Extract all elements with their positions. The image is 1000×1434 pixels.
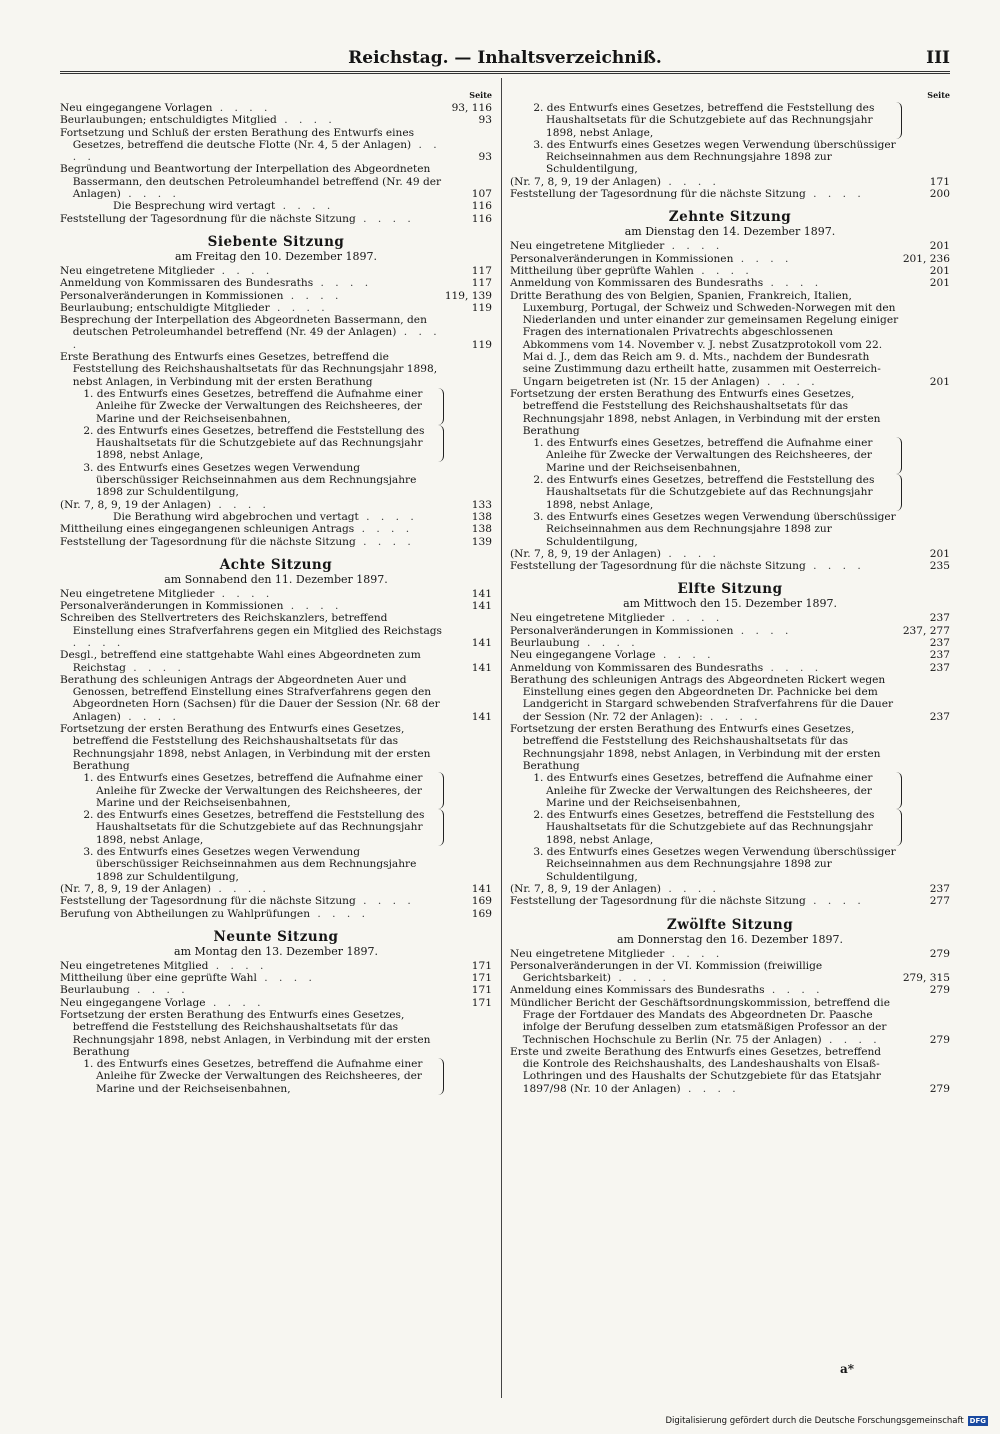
toc-entry [60,723,492,772]
session-title: Elfte Sitzung [677,581,783,598]
entry-text: Neu eingetretene Mitglieder [60,264,215,277]
entry-text: Fortsetzung der ersten Berathung des Entwurfs eines Gesetzes, betreffend die Feststellung des Reichshaushaltsetats für das Rechnungsjahr 1898, nebst Anlagen, in Verbindung mit der ersten Berathung [510,387,881,437]
dfg-footer [665,1416,988,1426]
page-ref: 201 [929,547,950,560]
toc-entry [60,314,492,351]
toc-entry [510,883,950,895]
entry-text: 3. des Entwurfs eines Gesetzes wegen Verwendung überschüssiger Reichseinnahmen aus dem Rechnungsjahre 1898 zur Schuldentilgung, [533,138,896,176]
sub-entry [60,772,492,809]
leader-dots: . . . . [275,200,335,213]
toc-entry [60,213,492,225]
page-ref: 138 [471,523,492,536]
entry-text: Fortsetzung der ersten Berathung des Entwurfs eines Gesetzes, betreffend die Feststellung des Reichshaushaltsetats für das Rechnungsjahr 1898, nebst Anlagen, in Verbindung mit der ersten Berathung [60,1009,431,1058]
entry-text: Personalveränderungen in der VI. Kommission (freiwillige Gerichtsbarkeit) [510,959,823,985]
toc-entry [510,388,950,437]
toc-entry [510,240,950,252]
dfg-logo: DFG [969,1417,986,1425]
leader-dots: . . . . [733,624,793,637]
session-heading [60,929,492,958]
leader-dots: . . . . [610,972,670,985]
sub-entry [510,809,950,846]
brace-mark [895,809,902,846]
leader-dots: . . . . [660,175,720,188]
toc-entry [60,127,492,164]
signature-mark: a* [840,1362,855,1376]
entry-text: 2. des Entwurfs eines Gesetzes, betreffend die Feststellung des Haushaltsetats für die Schutzgebiete auf das Rechnungsjahr 1898, nebst Anlage, [83,424,425,462]
session-title: Zehnte Sitzung [668,209,792,226]
entry-text: Besprechung der Interpellation des Abgeordneten Bassermann, den deutschen Petroleumhandel betreffend (Nr. 49 der Anlagen) [60,314,427,339]
running-title: Reichstag. — Inhaltsverzeichniß. [348,48,662,68]
page-ref: 93 [478,151,492,164]
entry-text: 2. des Entwurfs eines Gesetzes, betreffend die Feststellung des Haushaltsetats für die Schutzgebiete auf das Rechnungsjahr 1898, nebst Anlage, [533,474,875,511]
page-ref: 133 [471,498,492,511]
entry-text: 1. des Entwurfs eines Gesetzes, betreffend die Aufnahme einer Anleihe für Zwecke der Verwaltungen des Reichsheeres, der Marine und der Reichseisenbahnen, [83,1058,423,1095]
entry-text: Feststellung der Tagesordnung für die nächste Sitzung [510,188,806,201]
sub-entry [60,809,492,846]
leader-dots: . . . . [693,264,753,277]
toc-entry [510,188,950,200]
toc-entry [60,114,492,126]
session-date: am Sonnabend den 11. Dezember 1897. [164,572,388,586]
leader-dots: . . . . [660,882,720,895]
session-heading [60,234,492,263]
toc-entry [60,290,492,302]
leader-dots: . . . . [660,547,720,560]
toc-entry [510,560,950,572]
page-ref: 107 [471,188,492,201]
toc-entry [60,1009,492,1058]
brace-mark [437,388,444,425]
leader-dots: . . . . [214,587,274,600]
leader-dots: . . . . [276,114,336,127]
session-heading [60,557,492,586]
leader-dots: . . . . [205,996,265,1009]
entry-text: (Nr. 7, 8, 9, 19 der Anlagen) [60,498,211,511]
entry-text: Neu eingegangene Vorlage [510,649,656,662]
brace-mark [895,474,902,511]
entry-text: Personalveränderungen in Kommissionen [60,289,284,302]
page-ref: 119 [471,301,492,314]
page-header [60,48,950,76]
entry-text: 3. des Entwurfs eines Gesetzes wegen Verwendung überschüssiger Reichseinnahmen aus dem Rechnungsjahre 1898 zur Schuldentilgung, [83,846,417,883]
leader-dots: . . . . [129,984,189,997]
toc-entry [510,984,950,996]
entry-text: Die Berathung wird abgebrochen und vertagt [113,510,359,523]
entry-text: Fortsetzung und Schluß der ersten Berathung des Entwurfs eines Gesetzes, betreffend die deutsche Flotte (Nr. 4, 5 der Anlagen) [60,126,415,151]
entry-text: Begründung und Beantwortung der Interpellation des Abgeordneten Bassermann, den deutschen Petroleumhandel betreffend (Nr. 49 der Anlagen) [60,163,442,201]
sub-entry [60,462,492,499]
toc-entry [60,649,492,674]
entry-text: Neu eingetretene Mitglieder [510,947,665,960]
entry-text: Dritte Berathung des von Belgien, Spanien, Frankreich, Italien, Luxemburg, Portugal, der Schweiz und Schweden-Norwegen mit den Niederlanden und unter einander zur gemeinsamen Regelung einiger Fragen des internationalen Privatrechts abgeschlossenen Abkommens vom 14. November v. J. nebst Zusatzprotokoll vom 22. Mai d. J., dem das Reich am 9. d. Mts., nachdem der Bundesrath seine Zustimmung dazu ertheilt hatte, zusammen mit Oesterreich-Ungarn beigetreten ist (Nr. 15 der Anlagen) [510,289,899,388]
brace-mark [895,102,902,139]
toc-entry [60,511,492,523]
toc-entry [510,176,950,188]
page-ref: 141 [471,636,492,649]
entry-text: 2. des Entwurfs eines Gesetzes, betreffend die Feststellung des Haushaltsetats für die Schutzgebiete auf das Rechnungsjahr 1898, nebst Anlage, [533,809,875,846]
toc-entry [510,612,950,624]
entry-text: Mittheilung über eine geprüfte Wahl [60,972,257,985]
entry-text: Berathung des schleunigen Antrags der Abgeordneten Auer und Genossen, betreffend Einstellung eines Strafverfahrens gegen den Abgeordneten Horn (Sachsen) für die Dauer der Session (Nr. 68 der Anlagen) [60,673,440,723]
page-ref: 171 [471,959,492,972]
entry-text: 3. des Entwurfs eines Gesetzes wegen Verwendung überschüssiger Reichseinnahmen aus dem Rechnungsjahre 1898 zur Schuldentilgung, [83,461,417,499]
entry-text: (Nr. 7, 8, 9, 19 der Anlagen) [510,175,661,188]
leader-dots: . . . . [210,498,270,511]
leader-dots: . . . . [214,264,274,277]
sub-entry [510,437,950,474]
page-ref: 169 [471,907,492,920]
page-ref: 141 [471,882,492,895]
session-title: Siebente Sitzung [207,233,345,250]
page-ref: 201 [929,277,950,290]
entry-text: 1. des Entwurfs eines Gesetzes, betreffend die Aufnahme einer Anleihe für Zwecke der Verwaltungen des Reichsheeres, der Marine und der Reichseisenbahnen, [533,772,873,809]
toc-entry [510,637,950,649]
entry-text: (Nr. 7, 8, 9, 19 der Anlagen) [510,882,661,895]
sub-entry [510,511,950,548]
sub-entry [510,474,950,511]
toc-entry [510,960,950,985]
page-ref: 237 [929,636,950,649]
entry-text: Erste Berathung des Entwurfs eines Gesetzes, betreffend die Feststellung des Reichshaushaltsetats für das Rechnungsjahr 1898, nebst Anlagen, in Verbindung mit der ersten Berathung [60,351,438,388]
entry-text: Feststellung der Tagesordnung für die nächste Sitzung [510,895,806,908]
page-ref: 119, 139 [444,289,492,302]
brace-mark [437,1058,444,1095]
entry-text: 2. des Entwurfs eines Gesetzes, betreffend die Feststellung des Haushaltsetats für die Schutzgebiete auf das Rechnungsjahr 1898, nebst Anlage, [83,809,425,846]
entry-text: Anmeldung von Kommissaren des Bundesraths [510,661,764,674]
session-date: am Dienstag den 14. Dezember 1897. [624,225,836,239]
page-ref: 235 [929,560,950,573]
header-rule [60,71,950,74]
entry-text: Feststellung der Tagesordnung für die nächste Sitzung [60,895,356,908]
page-ref: 237 [929,710,950,723]
toc-entry [60,302,492,314]
leader-dots: . . . . [664,612,724,625]
entry-text: Personalveränderungen in Kommissionen [60,600,284,613]
entry-text: Neu eingetretenes Mitglied [60,959,209,972]
toc-entry [510,674,950,723]
entry-text: Schreiben des Stellvertreters des Reichskanzlers, betreffend Einstellung eines Strafverfahrens gegen ein Mitglied des Reichstags [60,612,442,637]
toc-entry [510,290,950,388]
entry-text: Mittheilung über geprüfte Wahlen [510,264,694,277]
entry-text: 1. des Entwurfs eines Gesetzes, betreffend die Aufnahme einer Anleihe für Zwecke der Verwaltungen des Reichsheeres, der Marine und der Reichseisenbahnen, [83,387,423,425]
session-date: am Freitag den 10. Dezember 1897. [175,249,377,263]
page-ref: 141 [471,600,492,613]
session-title: Neunte Sitzung [213,928,339,945]
toc-entry [60,277,492,289]
page-ref: 201 [929,264,950,277]
toc-entry [510,265,950,277]
entry-text: Beurlaubung; entschuldigte Mitglieder [60,301,270,314]
page-ref: 139 [471,535,492,548]
seite-label: Seite [927,90,950,100]
entry-text: Mittheilung eines eingegangenen schleunigen Antrags [60,523,355,536]
leader-dots: . . . . [805,895,865,908]
page-ref: 237 [929,612,950,625]
page-ref: 279 [929,1033,950,1046]
entry-text: Anmeldung von Kommissaren des Bundesraths [60,277,314,290]
page-ref: 277 [929,895,950,908]
leader-dots: . . . . [313,277,373,290]
toc-entry [60,984,492,996]
toc-entry [60,960,492,972]
leader-dots: . . . . [72,326,441,351]
toc-entry [510,1046,950,1095]
toc-entry [510,548,950,560]
page-ref: 279 [929,984,950,997]
sub-entry [510,846,950,883]
entry-text: Berufung von Abtheilungen zu Wahlprüfungen [60,907,311,920]
leader-dots: . . . . [355,212,415,225]
leader-dots: . . . . [256,972,316,985]
toc-entry [60,895,492,907]
brace-mark [437,425,444,462]
session-title: Achte Sitzung [219,556,333,573]
page-ref: 200 [929,188,950,201]
toc-entry [60,265,492,277]
leader-dots: . . . . [579,636,639,649]
page-ref: 138 [471,510,492,523]
entry-text: Personalveränderungen in Kommissionen [510,624,734,637]
entry-text: Beurlaubung [60,984,130,997]
leader-dots: . . . . [208,959,268,972]
entry-text: Anmeldung eines Kommissars des Bundesraths [510,984,765,997]
session-date: am Donnerstag den 16. Dezember 1897. [616,932,843,946]
seite-label: Seite [469,90,492,100]
leader-dots: . . . . [358,510,418,523]
toc-entry [510,625,950,637]
sub-entry [510,772,950,809]
toc-entry [60,536,492,548]
session-heading [510,581,950,610]
page-ref: 201, 236 [902,252,950,265]
toc-entry [60,523,492,535]
entry-text: Erste und zweite Berathung des Entwurfs eines Gesetzes, betreffend die Kontrole des Reichshaushalts, des Landeshaushalts von Elsaß-Lothringen und des Haushalts der Schutzgebiete für das Etatsjahr 1897/98 (Nr. 10 der Anlagen) [510,1045,882,1095]
entry-text: (Nr. 7, 8, 9, 19 der Anlagen) [60,882,211,895]
leader-dots: . . . . [120,710,180,723]
toc-entry [60,612,492,649]
toc-entry [510,662,950,674]
leader-dots: . . . . [125,661,185,674]
sub-entry [510,102,950,139]
page-ref: 237 [929,649,950,662]
leader-dots: . . . . [283,600,343,613]
page-ref: 141 [471,710,492,723]
brace-mark [895,772,902,809]
page-ref: 201 [929,375,950,388]
entry-text: Mündlicher Bericht der Geschäftsordnungskommission, betreffend die Frage der Fortdauer des Mandats des Abgeordneten Dr. Paasche infolge der Berufung desselben zum etatsmäßigen Professor an der Technischen Hochschule zu Berlin (Nr. 75 der Anlagen) [510,996,890,1046]
page-ref: 237 [929,661,950,674]
brace-mark [437,809,444,846]
entry-text: Feststellung der Tagesordnung für die nächste Sitzung [60,212,356,225]
page-ref: 171 [471,972,492,985]
page-ref: 119 [471,338,492,351]
toc-entry [60,163,492,200]
brace-mark [437,772,444,809]
leader-dots: . . . . [269,301,329,314]
dfg-text: Digitalisierung gefördert durch die Deutsche Forschungsgemeinschaft [665,1416,964,1426]
leader-dots: . . . . [212,102,272,114]
brace-mark [895,437,902,474]
leader-dots: . . . . [72,138,441,164]
leader-dots: . . . . [664,240,724,253]
toc-entry [510,723,950,772]
leader-dots: . . . . [283,289,343,302]
toc-entry [510,997,950,1046]
page-ref: 237, 277 [902,624,950,637]
entry-text: Fortsetzung der ersten Berathung des Entwurfs eines Gesetzes, betreffend die Feststellung des Reichshaushaltsetats für das Rechnungsjahr 1898, nebst Anlagen, in Verbindung mit der ersten Berathung [60,723,431,772]
entry-text: 1. des Entwurfs eines Gesetzes, betreffend die Aufnahme einer Anleihe für Zwecke der Verwaltungen des Reichsheeres, der Marine und der Reichseisenbahnen, [83,772,423,809]
toc-entry [510,253,950,265]
entry-text: Die Besprechung wird vertagt [113,200,276,213]
toc-entry [510,948,950,960]
leader-dots: . . . . [655,649,715,662]
page-ref: 93 [478,114,492,127]
toc-entry [60,674,492,723]
sub-entry [510,139,950,176]
toc-entry [60,883,492,895]
page-ref: 279 [929,947,950,960]
leader-dots: . . . . [310,907,369,920]
page-ref: 279, 315 [902,972,950,985]
entry-text: Fortsetzung der ersten Berathung des Entwurfs eines Gesetzes, betreffend die Feststellung des Reichshaushaltsetats für das Rechnungsjahr 1898, nebst Anlagen, in Verbindung mit der ersten Berathung [510,723,881,772]
page-ref: 171 [471,984,492,997]
page-ref: 93, 116 [451,102,492,114]
leader-dots: . . . . [805,188,865,201]
session-heading [510,917,950,946]
session-date: am Montag den 13. Dezember 1897. [174,944,378,958]
page-ref: 201 [929,240,950,253]
leader-dots: . . . . [733,252,793,265]
entry-text: Berathung des schleunigen Antrags des Abgeordneten Rickert wegen Einstellung eines gegen den Abgeordneten Dr. Pachnicke bei dem Landgericht in Stargard schwebenden Strafverfahrens für die Dauer der Session (Nr. 72 der Anlagen): [510,673,894,723]
page-ref: 141 [471,661,492,674]
toc-entry [60,600,492,612]
toc-entry [60,908,492,920]
page-number: III [926,48,950,68]
page-ref: 141 [471,587,492,600]
entry-text: Neu eingetretene Mitglieder [510,612,665,625]
toc-entry [60,972,492,984]
toc-entry [60,351,492,388]
entry-text: Neu eingegangene Vorlage [60,996,206,1009]
entry-text: 3. des Entwurfs eines Gesetzes wegen Verwendung überschüssiger Reichseinnahmen aus dem Rechnungsjahre 1898 zur Schuldentilgung, [533,846,896,883]
entry-text: Anmeldung von Kommissaren des Bundesraths [510,277,764,290]
entry-text: Neu eingetretene Mitglieder [510,240,665,253]
page-ref: 237 [929,882,950,895]
leader-dots: . . . . [702,710,762,723]
sub-entry [60,425,492,462]
leader-dots: . . . . [355,535,415,548]
toc-entry [510,895,950,907]
toc-entry [60,200,492,212]
right-column [510,90,950,1095]
page-ref: 117 [471,277,492,290]
session-date: am Mittwoch den 15. Dezember 1897. [623,597,837,611]
leader-dots: . . . . [821,1033,881,1046]
leader-dots: . . . . [763,277,823,290]
entry-text: Feststellung der Tagesordnung für die nächste Sitzung [60,535,356,548]
leader-dots: . . . . [764,984,824,997]
entry-text: 3. des Entwurfs eines Gesetzes wegen Verwendung überschüssiger Reichseinnahmen aus dem Rechnungsjahre 1898 zur Schuldentilgung, [533,510,896,548]
page-ref: 279 [929,1082,950,1095]
sub-entry [60,388,492,425]
session-title: Zwölfte Sitzung [666,916,794,933]
entry-text: Beurlaubung [510,636,580,649]
leader-dots: . . . . [680,1082,740,1095]
page-ref: 117 [471,264,492,277]
leader-dots: . . . . [355,895,415,908]
entry-text: 1. des Entwurfs eines Gesetzes, betreffend die Aufnahme einer Anleihe für Zwecke der Verwaltungen des Reichsheeres, der Marine und der Reichseisenbahnen, [533,437,873,474]
entry-text: Beurlaubungen; entschuldigtes Mitglied [60,114,277,127]
toc-entry [510,649,950,661]
toc-entry [60,997,492,1009]
leader-dots: . . . . [805,560,865,573]
left-column [60,90,492,1095]
sub-entry [60,1058,492,1095]
entry-text: Neu eingetretene Mitglieder [60,587,215,600]
page-ref: 116 [471,200,492,213]
entry-text: (Nr. 7, 8, 9, 19 der Anlagen) [510,547,661,560]
column-divider [501,78,502,1398]
entry-text: Neu eingegangene Vorlagen [60,102,213,114]
leader-dots: . . . . [210,882,270,895]
leader-dots: . . . . [120,188,180,201]
page-ref: 171 [471,996,492,1009]
entry-text: Feststellung der Tagesordnung für die nächste Sitzung [510,560,806,573]
leader-dots: . . . . [664,947,724,960]
entry-text: 2. des Entwurfs eines Gesetzes, betreffend die Feststellung des Haushaltsetats für die Schutzgebiete auf das Rechnungsjahr 1898, nebst Anlage, [533,102,875,139]
session-heading [510,209,950,238]
leader-dots: . . . . [354,523,414,536]
leader-dots: . . . . [759,375,819,388]
toc-entry [60,588,492,600]
entry-text: Desgl., betreffend eine stattgehabte Wahl eines Abgeordneten zum Reichstag [60,649,421,674]
page-ref: 171 [929,175,950,188]
sub-entry [60,846,492,883]
toc-entry [510,277,950,289]
leader-dots: . . . . [72,636,125,649]
page-ref: 169 [471,895,492,908]
toc-entry [60,102,492,114]
page-ref: 116 [471,212,492,225]
leader-dots: . . . . [763,661,823,674]
toc-entry [60,499,492,511]
entry-text: Personalveränderungen in Kommissionen [510,252,734,265]
